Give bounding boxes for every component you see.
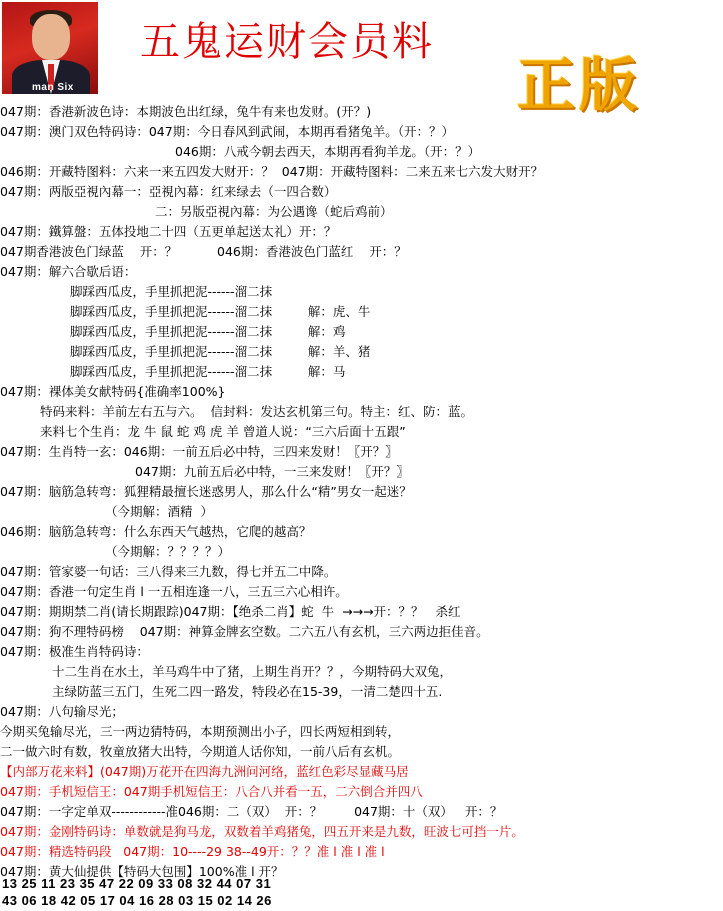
genuine-stamp: 正版	[517, 51, 642, 119]
text-line: 脚踩西瓜皮，手里抓把泥------溜二抹 解：马	[70, 364, 346, 379]
text-line: 047期：香港一句定生肖 l 一五相连逢一八，三五三六心相许。	[0, 584, 348, 599]
text-line: 二：另版亞視內幕：为公遇谗（蛇后鸡前）	[155, 204, 393, 219]
text-line: 主绿防蓝三五门，生死二四一路发，特段必在15-39，一清二楚四十五.	[52, 684, 443, 699]
number-row: 13 25 11 23 35 47 22 09 33 08 32 44 07 31	[2, 876, 272, 891]
text-line: 047期：鐵算盤：五体投地二十四（五更单起送太礼）开：？	[0, 224, 337, 239]
text-line: 047期：黄大仙提供【特码大包围】100%准 l 开？	[0, 864, 284, 879]
text-line: 047期：生肖特一玄：046期：一前五后必中特，三四来发财！〖开？〗	[0, 444, 398, 459]
text-line: 【内部万花来料】(047期)万花开在四海九洲问河络，蓝红色彩尽显藏马居	[0, 764, 409, 779]
text-line: 脚踩西瓜皮，手里抓把泥------溜二抹 解：虎、牛	[70, 304, 371, 319]
text-line: 047期：狗不理特码榜 047期：神算金牌玄空数。二六五八有玄机，三六两边拒佳音。	[0, 624, 489, 639]
text-line: 047期：澳门双色特码诗：047期：今日春风到武闹，本期再看猪兔羊。（开：？）	[0, 124, 454, 139]
text-line: （今期解：酒精 ）	[105, 504, 213, 519]
text-line: 046期：脑筋急转弯：什么东西天气越热，它爬的越高？	[0, 524, 312, 539]
text-line: 047期：管家婆一句话：三八得来三九数，得七并五二中降。	[0, 564, 337, 579]
text-line: 特码来料：羊前左右五与六。 信封料：发达玄机第三句。特主：红、防：蓝。	[40, 404, 473, 419]
text-line: 047期：手机短信王：047期手机短信王：八合八并看一五，二六倒合并四八	[0, 784, 423, 799]
page-title: 五鬼运财会员料	[140, 19, 434, 65]
text-line: 047期：脑筋急转弯：狐狸精最擅长迷惑男人，那么什么“精”男女一起迷？	[0, 484, 412, 499]
text-line: 047期：解六合歇后语：	[0, 264, 137, 279]
text-line: 047期：金刚特码诗：单数就是狗马龙，双数着羊鸡猪兔，四五开来是九数，旺波七可挡一片。	[0, 824, 524, 839]
text-line: 047期香港波色门绿蓝 开：？ 046期：香港波色门蓝红 开：？	[0, 244, 407, 259]
text-line: 二一做六时有数，牧童放猪大出特，今期道人话你知，一前八后有玄机。	[0, 744, 401, 759]
text-line: 脚踩西瓜皮，手里抓把泥------溜二抹	[70, 284, 273, 299]
text-line: 047期：八句输尽光；	[0, 704, 124, 719]
text-line: 脚踩西瓜皮，手里抓把泥------溜二抹 解：鸡	[70, 324, 346, 339]
number-row: 43 06 18 42 05 17 04 16 28 03 15 02 14 26	[2, 893, 272, 908]
text-line: 046期：八戒今朝去西天，本期再看狗羊龙。（开：？）	[175, 144, 481, 159]
text-line: 脚踩西瓜皮，手里抓把泥------溜二抹 解：羊、猪	[70, 344, 371, 359]
text-line: 046期：开藏特图料：六来一来五四发大财开：？ 047期：开藏特图料：二来五来七六发大财开？	[0, 164, 544, 179]
text-line: 047期：两版亞視內幕一：亞視內幕：红来绿去（一四合数）	[0, 184, 337, 199]
text-line: 047期：一字定单双------------准046期：二（双） 开：？ 047期：十（双） 开：？	[0, 804, 503, 819]
text-line: 047期：精选特码段 047期：10----29 38--49开：？？准 l 准 l 准 l	[0, 844, 385, 859]
text-line: 来料七个生肖：龙 牛 鼠 蛇 鸡 虎 羊 曾道人说：“三六后面十五跟”	[40, 424, 406, 439]
text-line: （今期解：？？？？）	[105, 544, 231, 559]
text-line: 047期：期期禁二肖(请长期跟踪)047期：【绝杀二肖】蛇 牛 →→→开：？？ 杀红	[0, 604, 461, 619]
text-line: 047期：香港新波色诗：本期波色出红绿，兔牛有来也发财。(开？)	[0, 104, 372, 119]
text-line: 047期：九前五后必中特，一三来发财！〖开？〗	[135, 464, 409, 479]
text-line: 047期：极准生肖特码诗：	[0, 644, 149, 659]
text-line: 十二生肖在水土，羊马鸡牛中了猪，上期生肖开？？，今期特码大双兔，	[52, 664, 453, 679]
text-line: 今期买兔输尽光，三一两边猜特码，本期预测出小子，四长两短相到转，	[0, 724, 401, 739]
photo-watermark: man Six	[32, 82, 74, 93]
photo-portrait	[2, 2, 98, 94]
text-line: 047期：裸体美女献特码{准确率100%}	[0, 384, 226, 399]
